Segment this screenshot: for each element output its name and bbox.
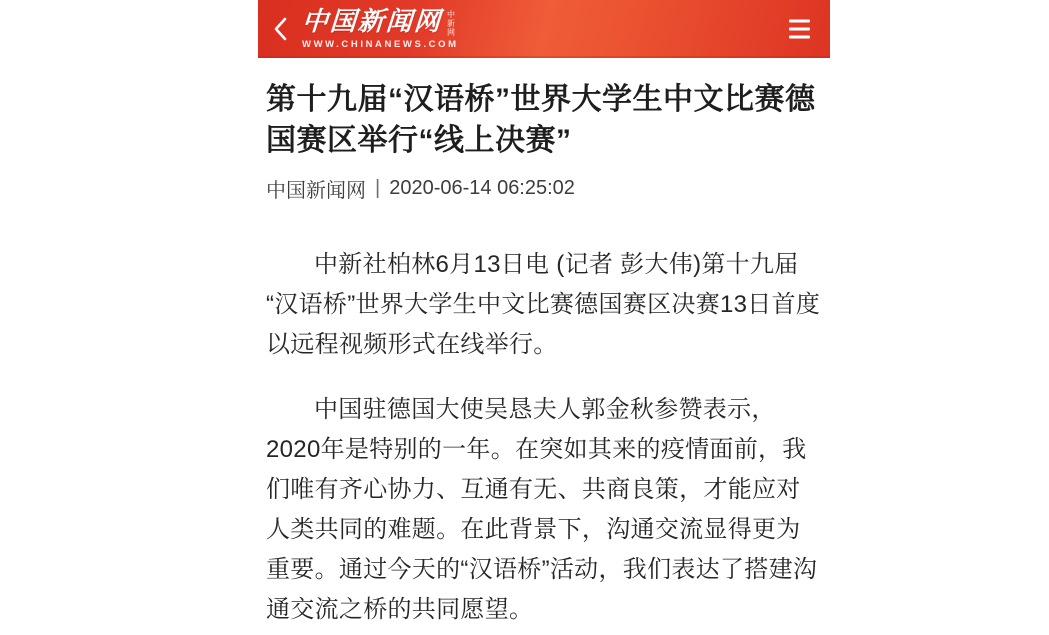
menu-button[interactable] xyxy=(785,16,814,43)
site-logo[interactable] xyxy=(302,8,459,50)
back-button[interactable] xyxy=(268,12,292,46)
hamburger-icon xyxy=(789,20,810,39)
byline-datetime: 2020-06-14 06:25:02 xyxy=(389,177,575,199)
article-paragraph-1: 中新社柏林6月13日电 (记者 彭大伟)第十九届“汉语桥”世界大学生中文比赛德国赛区决赛13日首度以远程视频形式在线举行。 xyxy=(266,251,821,358)
article-paragraph-2: 中国驻德国大使吴恳夫人郭金秋参赞表示，2020年是特别的一年。在突如其来的疫情面前，我们唯有齐心协力、互通有无、共商良策，才能应对人类共同的难题。在此背景下，沟通交流显得更为重要。通过今天的“汉语桥”活动，我们表达了搭建沟通交流之桥的共同愿望。 xyxy=(266,396,818,623)
logo-text: 中国新闻网 xyxy=(300,6,444,37)
app-header xyxy=(258,0,830,58)
byline xyxy=(266,174,822,203)
logo-url: WWW.CHINANEWS.COM xyxy=(302,39,459,51)
byline-source: 中国新闻网 xyxy=(266,180,366,202)
content-column xyxy=(258,0,830,635)
chevron-left-icon xyxy=(272,16,288,42)
logo-row xyxy=(302,8,459,37)
article xyxy=(258,79,830,630)
article-title: 第十九届“汉语桥”世界大学生中文比赛德国赛区举行“线上决赛” xyxy=(266,83,816,157)
byline-divider: | xyxy=(375,177,381,199)
logo-seal: 中新网 xyxy=(447,10,456,38)
